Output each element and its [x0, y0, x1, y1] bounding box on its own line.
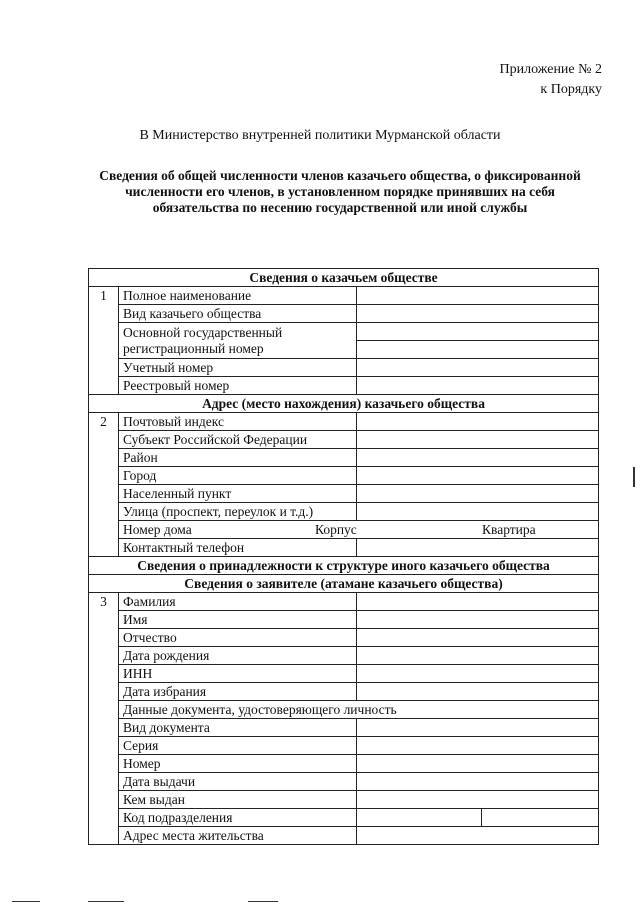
field-value[interactable] [357, 323, 599, 341]
section-applicant-title: Сведения о заявителе (атамане казачьего общества) [89, 575, 599, 593]
section-number: 3 [89, 593, 119, 845]
field-label: Реестровый номер [119, 377, 357, 395]
field-label: Вид документа [119, 719, 357, 737]
field-value[interactable] [357, 431, 599, 449]
house-number-label: Номер дома [123, 522, 192, 537]
field-label: Номер [119, 755, 357, 773]
field-label: Населенный пункт [119, 485, 357, 503]
field-value[interactable] [357, 485, 599, 503]
field-label: Почтовый индекс [119, 413, 357, 431]
field-label: Субъект Российской Федерации [119, 431, 357, 449]
field-value[interactable] [357, 683, 599, 701]
field-value[interactable] [357, 413, 599, 431]
building-label: Корпус [315, 522, 357, 537]
scan-bottom-line [88, 901, 124, 902]
section-number: 2 [89, 413, 119, 557]
field-label: Улица (проспект, переулок и т.д.) [119, 503, 357, 521]
field-label: Адрес места жительства [119, 827, 357, 845]
field-value[interactable] [357, 755, 599, 773]
field-label: Основной государственный регистрационный номер [119, 323, 357, 359]
field-label: Контактный телефон [119, 539, 357, 557]
field-value[interactable] [357, 305, 599, 323]
document-title: Сведения об общей численности членов казачьего общества, о фиксированной численности его членов, в установленном порядке принявших на себя обязательства по несению государственной или иной службы [99, 168, 581, 215]
appendix-note [500, 60, 603, 100]
scan-bottom-line [248, 901, 278, 902]
field-label: Полное наименование [119, 287, 357, 305]
field-label: Дата рождения [119, 647, 357, 665]
section-number: 1 [89, 287, 119, 395]
field-value[interactable] [357, 665, 599, 683]
field-value[interactable] [357, 737, 599, 755]
field-label: Фамилия [119, 593, 357, 611]
subdivision-code-part1[interactable] [357, 809, 482, 827]
field-label: ИНН [119, 665, 357, 683]
subdivision-code-part2[interactable] [482, 809, 599, 827]
form-table [88, 268, 599, 845]
house-building-apartment-row[interactable] [119, 521, 599, 539]
field-value[interactable] [357, 611, 599, 629]
field-label: Код подразделения [119, 809, 357, 827]
field-value[interactable] [357, 503, 599, 521]
field-value[interactable] [357, 377, 599, 395]
section-affiliation-title: Сведения о принадлежности к структуре иного казачьего общества [89, 557, 599, 575]
scan-margin-mark [633, 467, 635, 487]
section-address-title: Адрес (место нахождения) казачьего общества [89, 395, 599, 413]
appendix-line-1: Приложение № 2 [499, 62, 602, 77]
field-label: Имя [119, 611, 357, 629]
addressee: В Министерство внутренней политики Мурманской области [139, 128, 501, 143]
field-value[interactable] [357, 719, 599, 737]
section-society-title: Сведения о казачьем обществе [89, 269, 599, 287]
field-value[interactable] [357, 791, 599, 809]
field-label: Кем выдан [119, 791, 357, 809]
field-value[interactable] [357, 287, 599, 305]
field-label: Вид казачьего общества [119, 305, 357, 323]
appendix-line-2: к Порядку [540, 82, 602, 97]
field-label: Дата избрания [119, 683, 357, 701]
field-value[interactable] [357, 359, 599, 377]
field-label: Город [119, 467, 357, 485]
scan-bottom-line [12, 901, 40, 902]
field-label: Дата выдачи [119, 773, 357, 791]
field-value[interactable] [357, 629, 599, 647]
field-value[interactable] [357, 773, 599, 791]
field-value[interactable] [357, 449, 599, 467]
field-label: Отчество [119, 629, 357, 647]
field-label: Серия [119, 737, 357, 755]
document-data-header: Данные документа, удостоверяющего личность [119, 701, 599, 719]
field-value[interactable] [357, 593, 599, 611]
field-value[interactable] [357, 341, 599, 359]
field-label: Учетный номер [119, 359, 357, 377]
apartment-label: Квартира [482, 522, 536, 537]
field-value[interactable] [357, 539, 599, 557]
field-value[interactable] [357, 827, 599, 845]
field-value[interactable] [357, 647, 599, 665]
field-label: Район [119, 449, 357, 467]
field-value[interactable] [357, 467, 599, 485]
